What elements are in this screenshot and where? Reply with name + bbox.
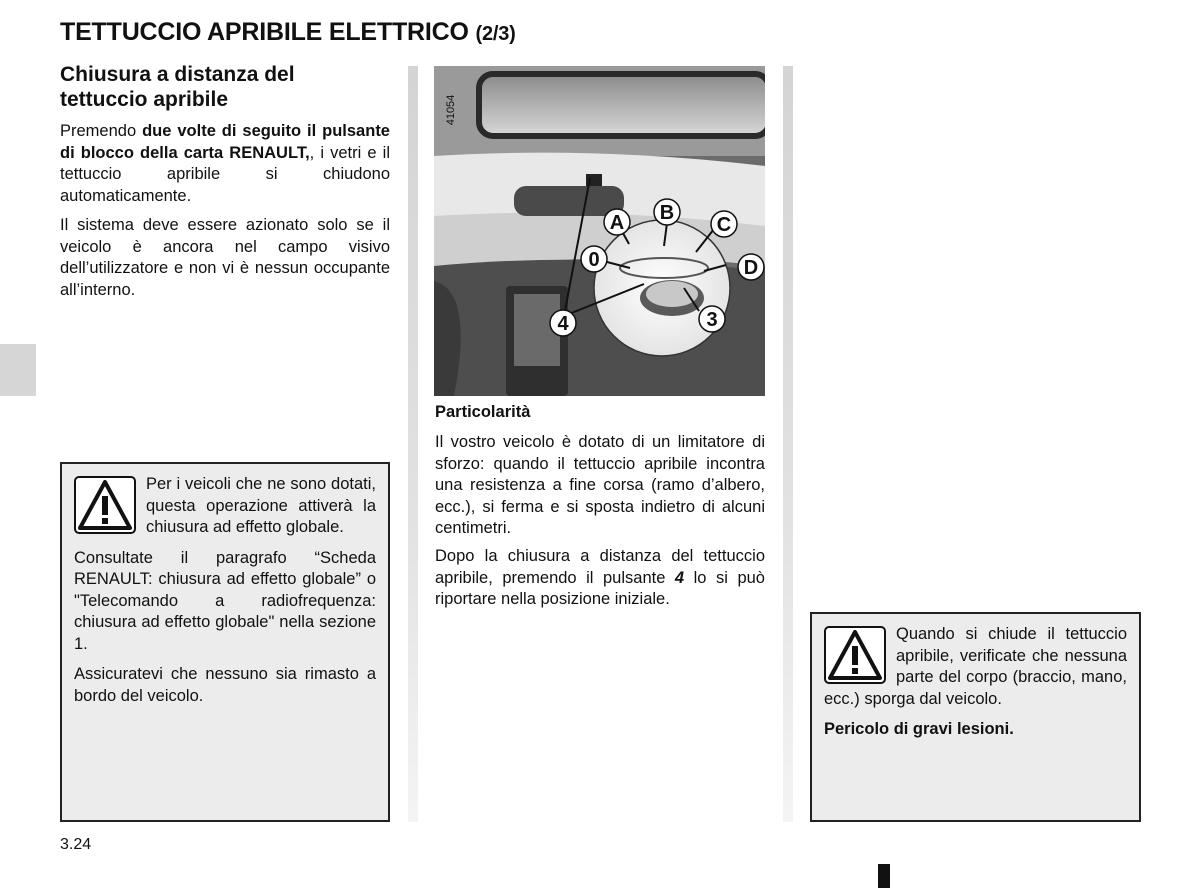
reposition-paragraph bbox=[435, 546, 765, 611]
page-number: 3.24 bbox=[60, 836, 92, 853]
column-divider bbox=[408, 66, 418, 822]
warning-left-text-1: Per i veicoli che ne sono dotati, questa operazione attiverà la chiusura ad effetto globale. bbox=[146, 475, 376, 536]
page-marker bbox=[878, 864, 890, 888]
warning-box-right bbox=[810, 612, 1141, 822]
particolarita-paragraph: Il vostro veicolo è dotato di un limitatore di sforzo: quando il tettuccio apribile incontra una resistenza a fine corsa (ramo d’albero, ecc.), si ferma e si sposta indietro di alcuni centimetri. bbox=[435, 433, 765, 537]
reposition-text-end: lo si può riportare nella posizione iniziale. bbox=[435, 568, 765, 608]
callout-B: B bbox=[659, 202, 675, 224]
intro-text-end: , i vetri e il tettuccio apribile si chiudono automaticamente. bbox=[60, 143, 390, 205]
sunroof-figure bbox=[434, 66, 765, 396]
intro-paragraph bbox=[60, 121, 390, 207]
warning-box-left bbox=[60, 462, 390, 822]
warning-left-text-2: Consultate il paragrafo “Scheda RENAULT: chiusura ad effetto globale” o "Telecomando a radiofrequenza: chiusura ad effetto globale" nella sezione 1. bbox=[74, 548, 376, 653]
warning-right-text-2: Pericolo di gravi lesioni. bbox=[824, 720, 1014, 738]
warning-triangle-icon bbox=[824, 626, 886, 684]
reposition-text-start: Dopo la chiusura a distanza del tettuccio apribile, premendo il pulsante bbox=[435, 547, 765, 587]
figure-ref-number: 41054 bbox=[445, 94, 457, 126]
page-title-suffix: (2/3) bbox=[475, 23, 516, 45]
callout-A: A bbox=[609, 212, 625, 234]
section-title: Chiusura a distanza del tettuccio apribile bbox=[60, 63, 295, 111]
callout-3: 3 bbox=[706, 309, 718, 331]
callout-C: C bbox=[716, 214, 732, 236]
chapter-tab bbox=[0, 344, 36, 396]
page-title-text: TETTUCCIO APRIBILE ELETTRICO bbox=[60, 18, 469, 46]
button-ref: 4 bbox=[674, 568, 685, 587]
callout-4: 4 bbox=[557, 313, 569, 335]
intro-text-start: Premendo bbox=[60, 122, 143, 140]
intro-text-bold: due volte di seguito il pulsante di blocco della carta RENAULT, bbox=[60, 122, 390, 162]
warning-triangle-icon bbox=[74, 476, 136, 534]
callout-D: D bbox=[743, 257, 759, 279]
page-title bbox=[60, 18, 516, 47]
warning-left-text-3: Assicuratevi che nessuno sia rimasto a bordo del veicolo. bbox=[74, 665, 376, 705]
callout-0: 0 bbox=[588, 249, 600, 271]
system-paragraph: Il sistema deve essere azionato solo se il veicolo è ancora nel campo visivo dell’utilizzatore e non vi è nessun occupante all’interno. bbox=[60, 216, 390, 299]
particolarita-heading: Particolarità bbox=[435, 403, 531, 421]
warning-right-text-1: Quando si chiude il tettuccio apribile, verificate che nessuna parte del corpo (braccio, mano, ecc.) sporga dal veicolo. bbox=[824, 625, 1127, 708]
column-divider bbox=[783, 66, 793, 822]
